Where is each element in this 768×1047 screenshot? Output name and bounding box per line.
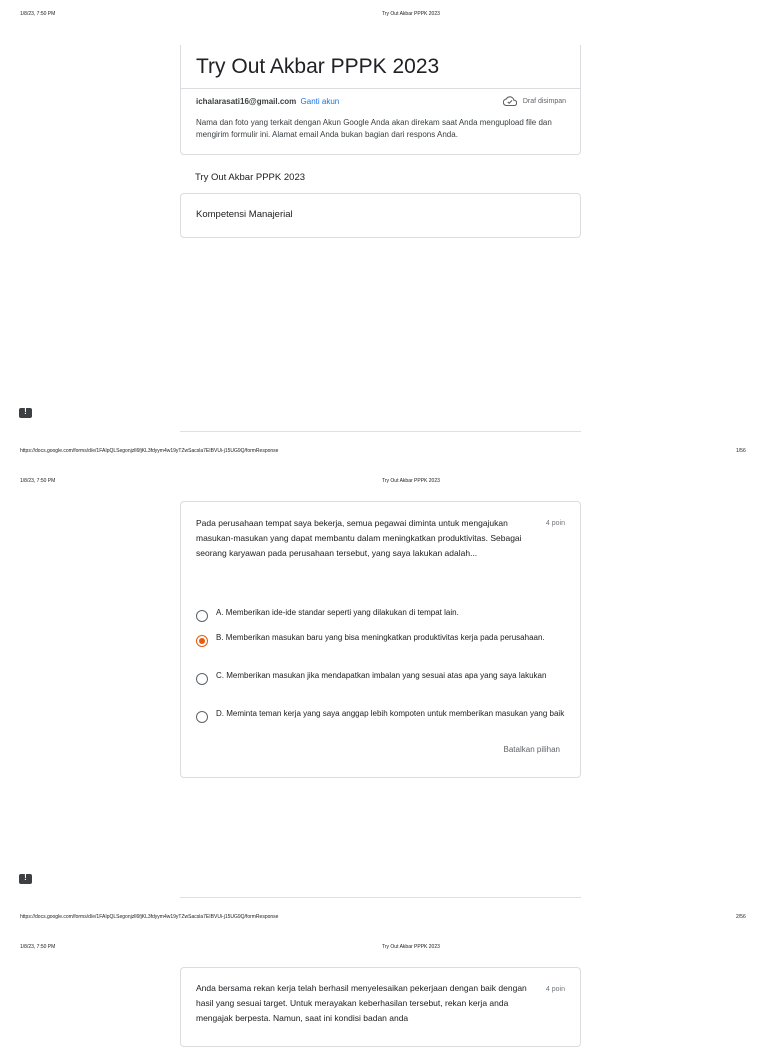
option-b[interactable]: [196, 632, 566, 647]
option-label: B. Memberikan masukan baru yang bisa meningkatkan produktivitas kerja pada perusahaan.: [216, 633, 545, 642]
option-label: D. Meminta teman kerja yang saya anggap lebih kompoten untuk memberikan masukan yang baik: [216, 709, 565, 718]
section-card: [180, 193, 581, 238]
draft-status: [503, 96, 566, 106]
print-page-number: 2/56: [736, 914, 746, 920]
print-doc-title: Try Out Akbar PPPK 2023: [382, 11, 440, 17]
account-row: [196, 97, 339, 106]
question-card: [180, 967, 581, 1047]
form-title: Try Out Akbar PPPK 2023: [196, 55, 440, 78]
option-a[interactable]: [196, 607, 566, 622]
radio-button[interactable]: [196, 610, 208, 622]
question-text: Anda bersama rekan kerja telah berhasil menyelesaikan pekerjaan dengan baik dengan hasil yang sesuai target. Untuk merayakan keberhasilan tersebut, rekan kerja anda mengajak berpesta. Namun, saat ini kondisi badan anda: [196, 983, 527, 1023]
radio-button[interactable]: [196, 711, 208, 723]
question-card: [180, 501, 581, 778]
question-points: 4 poin: [545, 986, 565, 993]
radio-button[interactable]: [196, 673, 208, 685]
print-page-number: 1/56: [736, 448, 746, 454]
switch-account-link[interactable]: Ganti akun: [300, 97, 340, 106]
option-label: A. Memberikan ide-ide standar seperti yang dilakukan di tempat lain.: [216, 608, 459, 617]
report-icon[interactable]: [19, 408, 32, 418]
cloud-done-icon: [503, 96, 517, 106]
option-c[interactable]: [196, 670, 566, 685]
print-timestamp: 1/8/23, 7:50 PM: [20, 944, 56, 950]
draft-status-text: Draf disimpan: [522, 97, 566, 105]
print-doc-title: Try Out Akbar PPPK 2023: [382, 478, 440, 484]
footer-divider: [180, 897, 581, 898]
option-label: C. Memberikan masukan jika mendapatkan imbalan yang sesuai atas apa yang saya lakukan: [216, 671, 547, 680]
report-icon[interactable]: [19, 874, 32, 884]
question-text: Pada perusahaan tempat saya bekerja, semua pegawai diminta untuk mengajukan masukan-masukan yang dapat membantu dalam meningkatkan produktivitas. Sebagai seorang karyawan pada perusahaan tersebut, yang saya lakukan adalah...: [196, 518, 522, 558]
option-d[interactable]: [196, 708, 566, 723]
divider: [181, 88, 580, 89]
print-url: https://docs.google.com/forms/d/e/1FAIpQLSegonjzll6fjKL3fdyym4w19yTZwSacsla7EIBVUi-j15UG9Q/formResponse: [20, 914, 279, 920]
account-email: ichalarasati16@gmail.com: [196, 97, 297, 106]
section-header: Try Out Akbar PPPK 2023: [195, 172, 306, 183]
print-url: https://docs.google.com/forms/d/e/1FAIpQLSegonjzll6fjKL3fdyym4w19yTZwSacsla7EIBVUi-j15UG9Q/formResponse: [20, 448, 279, 454]
form-header-card: [180, 45, 581, 155]
account-notice: Nama dan foto yang terkait dengan Akun Google Anda akan direkam saat Anda mengupload file dan mengirim formulir ini. Alamat email Anda bukan bagian dari respons Anda.: [196, 118, 552, 139]
question-points: 4 poin: [545, 520, 565, 527]
radio-button-selected[interactable]: [196, 635, 208, 647]
print-timestamp: 1/8/23, 7:50 PM: [20, 478, 56, 484]
footer-divider: [180, 431, 581, 432]
section-name: Kompetensi Manajerial: [196, 209, 293, 220]
print-timestamp: 1/8/23, 7:50 PM: [20, 11, 56, 17]
clear-selection-button[interactable]: Batalkan pilihan: [503, 745, 560, 754]
print-doc-title: Try Out Akbar PPPK 2023: [382, 944, 440, 950]
